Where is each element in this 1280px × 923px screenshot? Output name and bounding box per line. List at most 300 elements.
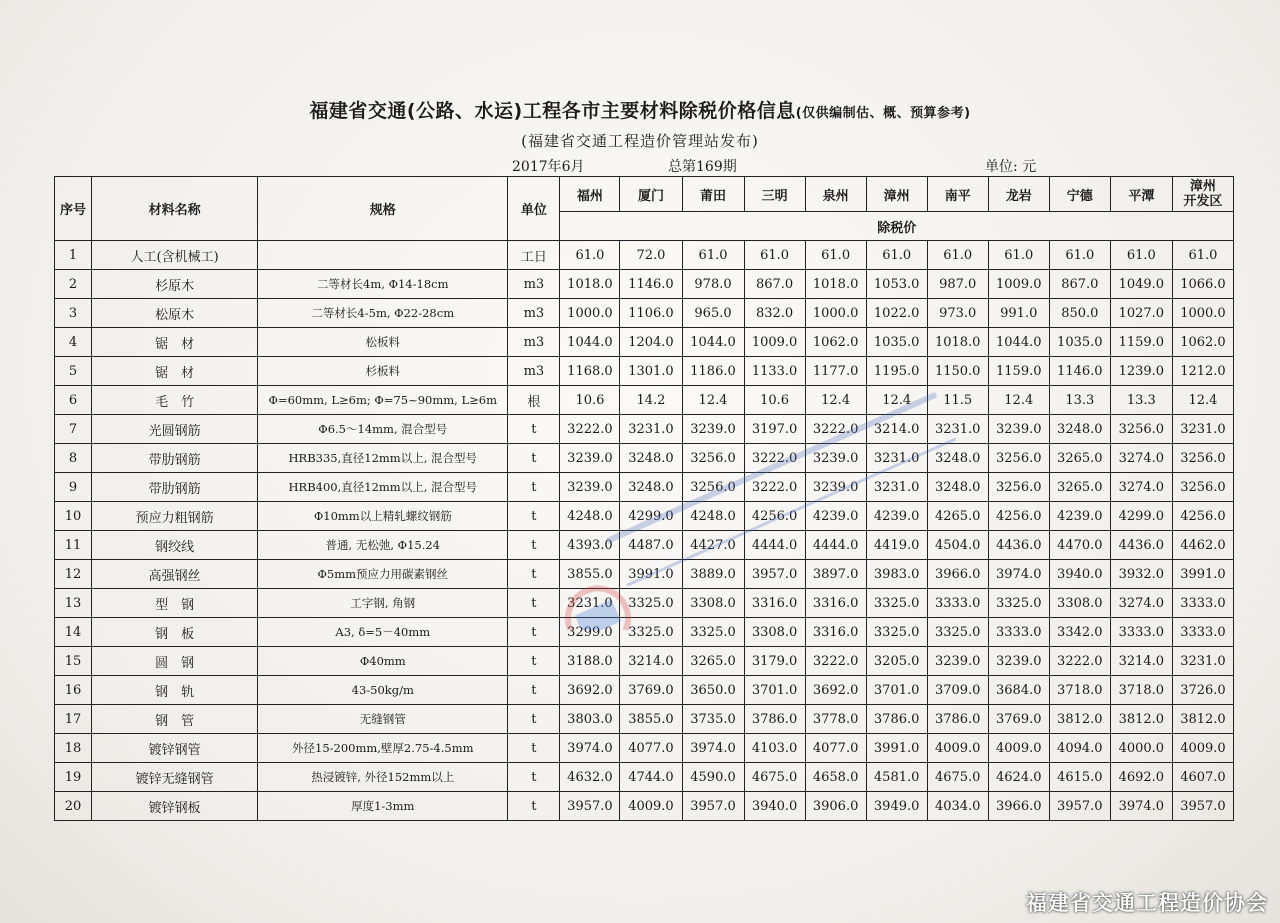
row-price: 3897.0 [805, 560, 866, 589]
row-price: 3325.0 [620, 589, 682, 618]
row-material-name: 带肋钢筋 [92, 444, 258, 473]
row-price: 4581.0 [866, 763, 927, 792]
row-price: 3316.0 [805, 589, 866, 618]
row-price: 1146.0 [620, 270, 682, 299]
row-price: 4103.0 [744, 734, 805, 763]
row-spec: 杉板料 [258, 357, 508, 386]
row-price: 3906.0 [805, 792, 866, 821]
row-price: 3325.0 [682, 618, 744, 647]
row-price: 3769.0 [988, 705, 1049, 734]
row-unit: t [508, 473, 560, 502]
table-row [55, 299, 1234, 328]
row-seq: 18 [55, 734, 92, 763]
row-price: 1066.0 [1172, 270, 1233, 299]
row-price: 1146.0 [1049, 357, 1110, 386]
row-price: 3248.0 [927, 444, 988, 473]
row-price: 3718.0 [1049, 676, 1110, 705]
row-price: 1062.0 [805, 328, 866, 357]
row-price: 1018.0 [805, 270, 866, 299]
row-spec: 松板料 [258, 328, 508, 357]
header-city: 南平 [927, 177, 988, 212]
row-price: 1000.0 [805, 299, 866, 328]
row-price: 4299.0 [1110, 502, 1172, 531]
publisher-watermark: 福建省交通工程造价协会 [1026, 891, 1268, 915]
table-row [55, 705, 1234, 734]
row-price: 4299.0 [620, 502, 682, 531]
row-material-name: 镀锌钢板 [92, 792, 258, 821]
row-spec: Φ5mm预应力用碳素钢丝 [258, 560, 508, 589]
row-price: 61.0 [866, 241, 927, 270]
row-price: 1000.0 [560, 299, 620, 328]
row-price: 1195.0 [866, 357, 927, 386]
row-price: 4077.0 [805, 734, 866, 763]
row-unit: 根 [508, 386, 560, 415]
row-price: 4256.0 [988, 502, 1049, 531]
row-price: 4009.0 [927, 734, 988, 763]
row-spec: 厚度1-3mm [258, 792, 508, 821]
row-price: 12.4 [805, 386, 866, 415]
row-spec: 普通, 无松弛, Φ15.24 [258, 531, 508, 560]
row-price: 4009.0 [988, 734, 1049, 763]
row-price: 4034.0 [927, 792, 988, 821]
table-row [55, 792, 1234, 821]
row-price: 3786.0 [866, 705, 927, 734]
row-material-name: 光圆钢筋 [92, 415, 258, 444]
row-price: 4265.0 [927, 502, 988, 531]
row-price: 3325.0 [620, 618, 682, 647]
row-price: 3231.0 [620, 415, 682, 444]
table-row [55, 328, 1234, 357]
row-seq: 3 [55, 299, 92, 328]
row-price: 4632.0 [560, 763, 620, 792]
row-price: 4590.0 [682, 763, 744, 792]
row-price: 1044.0 [560, 328, 620, 357]
row-price: 3957.0 [744, 560, 805, 589]
row-price: 3991.0 [1172, 560, 1233, 589]
row-price: 4444.0 [744, 531, 805, 560]
row-price: 3684.0 [988, 676, 1049, 705]
row-unit: 工日 [508, 241, 560, 270]
row-unit: m3 [508, 299, 560, 328]
row-price: 3701.0 [866, 676, 927, 705]
row-material-name: 镀锌无缝钢管 [92, 763, 258, 792]
row-price: 3231.0 [1172, 647, 1233, 676]
table-row [55, 531, 1234, 560]
row-price: 3974.0 [988, 560, 1049, 589]
row-price: 4675.0 [927, 763, 988, 792]
header-unit: 单位 [508, 177, 560, 241]
row-unit: t [508, 502, 560, 531]
row-price: 10.6 [744, 386, 805, 415]
row-price: 1044.0 [682, 328, 744, 357]
row-price: 3274.0 [1110, 589, 1172, 618]
row-price: 10.6 [560, 386, 620, 415]
row-price: 61.0 [682, 241, 744, 270]
row-material-name: 锯 材 [92, 357, 258, 386]
row-price: 3214.0 [620, 647, 682, 676]
row-price: 3692.0 [805, 676, 866, 705]
row-spec: HRB400,直径12mm以上, 混合型号 [258, 473, 508, 502]
row-price: 3940.0 [1049, 560, 1110, 589]
row-price: 3274.0 [1110, 444, 1172, 473]
row-price: 3256.0 [682, 444, 744, 473]
row-price: 1000.0 [1172, 299, 1233, 328]
row-price: 3966.0 [988, 792, 1049, 821]
row-price: 3812.0 [1172, 705, 1233, 734]
row-seq: 14 [55, 618, 92, 647]
row-price: 4248.0 [682, 502, 744, 531]
row-price: 3239.0 [560, 444, 620, 473]
row-price: 1022.0 [866, 299, 927, 328]
row-price: 4239.0 [866, 502, 927, 531]
row-seq: 8 [55, 444, 92, 473]
row-spec: 工字钢, 角钢 [258, 589, 508, 618]
row-price: 3957.0 [1049, 792, 1110, 821]
issue-date: 2017年6月 [512, 159, 585, 175]
row-unit: t [508, 444, 560, 473]
row-price: 12.4 [1172, 386, 1233, 415]
row-material-name: 毛 竹 [92, 386, 258, 415]
row-price: 1027.0 [1110, 299, 1172, 328]
row-spec: 二等材长4-5m, Φ22-28cm [258, 299, 508, 328]
table-row [55, 270, 1234, 299]
row-price: 3222.0 [744, 473, 805, 502]
row-price: 3949.0 [866, 792, 927, 821]
row-price: 3786.0 [744, 705, 805, 734]
row-price: 3726.0 [1172, 676, 1233, 705]
row-price: 3735.0 [682, 705, 744, 734]
row-price: 3812.0 [1110, 705, 1172, 734]
row-price: 61.0 [805, 241, 866, 270]
row-price: 4239.0 [1049, 502, 1110, 531]
header-city: 莆田 [682, 177, 744, 212]
row-price: 4444.0 [805, 531, 866, 560]
row-price: 3308.0 [682, 589, 744, 618]
row-price: 3188.0 [560, 647, 620, 676]
row-price: 1018.0 [927, 328, 988, 357]
row-price: 4487.0 [620, 531, 682, 560]
row-price: 3256.0 [682, 473, 744, 502]
row-price: 3325.0 [927, 618, 988, 647]
row-price: 4419.0 [866, 531, 927, 560]
row-price: 3333.0 [1172, 618, 1233, 647]
row-price: 12.4 [682, 386, 744, 415]
row-price: 867.0 [1049, 270, 1110, 299]
row-price: 3325.0 [866, 589, 927, 618]
page-title [0, 96, 1280, 123]
table-row [55, 415, 1234, 444]
row-price: 72.0 [620, 241, 682, 270]
row-price: 867.0 [744, 270, 805, 299]
header-city: 宁德 [1049, 177, 1110, 212]
header-city: 漳州 开发区 [1172, 177, 1233, 212]
row-seq: 7 [55, 415, 92, 444]
row-price: 4009.0 [1172, 734, 1233, 763]
row-price: 4470.0 [1049, 531, 1110, 560]
row-price: 3256.0 [1110, 415, 1172, 444]
row-price: 3274.0 [1110, 473, 1172, 502]
row-price: 3239.0 [988, 415, 1049, 444]
row-unit: m3 [508, 270, 560, 299]
row-material-name: 杉原木 [92, 270, 258, 299]
row-price: 4256.0 [1172, 502, 1233, 531]
header-city: 平潭 [1110, 177, 1172, 212]
row-price: 61.0 [560, 241, 620, 270]
row-seq: 20 [55, 792, 92, 821]
row-seq: 6 [55, 386, 92, 415]
header-name: 材料名称 [92, 177, 258, 241]
row-material-name: 高强钢丝 [92, 560, 258, 589]
row-seq: 5 [55, 357, 92, 386]
row-price: 3974.0 [560, 734, 620, 763]
row-price: 4077.0 [620, 734, 682, 763]
row-seq: 19 [55, 763, 92, 792]
row-price: 3299.0 [560, 618, 620, 647]
row-price: 3222.0 [1049, 647, 1110, 676]
page-subtitle: (福建省交通工程造价管理站发布) [521, 132, 759, 150]
table-row [55, 734, 1234, 763]
table-row [55, 241, 1234, 270]
table-row [55, 386, 1234, 415]
row-unit: t [508, 705, 560, 734]
row-price: 1018.0 [560, 270, 620, 299]
table-row [55, 618, 1234, 647]
row-material-name: 钢 轨 [92, 676, 258, 705]
row-price: 3265.0 [1049, 444, 1110, 473]
row-price: 4393.0 [560, 531, 620, 560]
row-spec: A3, δ=5－40mm [258, 618, 508, 647]
row-price: 3256.0 [988, 444, 1049, 473]
row-price: 1009.0 [988, 270, 1049, 299]
row-price: 3239.0 [682, 415, 744, 444]
row-material-name: 预应力粗钢筋 [92, 502, 258, 531]
row-price: 3957.0 [682, 792, 744, 821]
row-material-name: 人工(含机械工) [92, 241, 258, 270]
row-price: 3248.0 [1049, 415, 1110, 444]
row-price: 3974.0 [1110, 792, 1172, 821]
header-city: 厦门 [620, 177, 682, 212]
row-price: 1186.0 [682, 357, 744, 386]
row-price: 3239.0 [560, 473, 620, 502]
row-price: 1062.0 [1172, 328, 1233, 357]
row-seq: 10 [55, 502, 92, 531]
row-price: 61.0 [1110, 241, 1172, 270]
table-row [55, 560, 1234, 589]
row-material-name: 镀锌钢管 [92, 734, 258, 763]
row-price: 4615.0 [1049, 763, 1110, 792]
header-city: 三明 [744, 177, 805, 212]
row-price: 978.0 [682, 270, 744, 299]
row-price: 1150.0 [927, 357, 988, 386]
row-price: 1239.0 [1110, 357, 1172, 386]
row-price: 4094.0 [1049, 734, 1110, 763]
row-price: 3239.0 [988, 647, 1049, 676]
row-price: 4427.0 [682, 531, 744, 560]
row-price: 3991.0 [866, 734, 927, 763]
row-material-name: 型 钢 [92, 589, 258, 618]
row-price: 3709.0 [927, 676, 988, 705]
row-unit: m3 [508, 328, 560, 357]
row-spec: 43-50kg/m [258, 676, 508, 705]
row-price: 3222.0 [805, 415, 866, 444]
row-seq: 15 [55, 647, 92, 676]
row-price: 3333.0 [1172, 589, 1233, 618]
table-row [55, 763, 1234, 792]
row-price: 61.0 [1049, 241, 1110, 270]
row-price: 3265.0 [1049, 473, 1110, 502]
unit-label: 单位: 元 [985, 159, 1037, 175]
row-price: 3222.0 [744, 444, 805, 473]
row-seq: 4 [55, 328, 92, 357]
row-price: 1168.0 [560, 357, 620, 386]
row-price: 61.0 [988, 241, 1049, 270]
row-price: 3214.0 [1110, 647, 1172, 676]
row-price: 3650.0 [682, 676, 744, 705]
table-row [55, 444, 1234, 473]
row-price: 4692.0 [1110, 763, 1172, 792]
table-row [55, 676, 1234, 705]
row-price: 3239.0 [805, 444, 866, 473]
row-price: 3231.0 [1172, 415, 1233, 444]
row-unit: m3 [508, 357, 560, 386]
row-material-name: 松原木 [92, 299, 258, 328]
table-row [55, 502, 1234, 531]
row-price: 3316.0 [805, 618, 866, 647]
row-price: 1106.0 [620, 299, 682, 328]
table-body [55, 241, 1234, 821]
row-unit: t [508, 647, 560, 676]
row-seq: 17 [55, 705, 92, 734]
row-price: 3991.0 [620, 560, 682, 589]
price-table [54, 176, 1234, 821]
row-unit: t [508, 618, 560, 647]
row-price: 12.4 [866, 386, 927, 415]
row-price: 4256.0 [744, 502, 805, 531]
row-price: 3333.0 [988, 618, 1049, 647]
row-price: 4239.0 [805, 502, 866, 531]
row-spec [258, 241, 508, 270]
row-price: 4607.0 [1172, 763, 1233, 792]
row-price: 3342.0 [1049, 618, 1110, 647]
row-price: 3855.0 [560, 560, 620, 589]
row-seq: 11 [55, 531, 92, 560]
row-spec: HRB335,直径12mm以上, 混合型号 [258, 444, 508, 473]
row-price: 3308.0 [1049, 589, 1110, 618]
row-unit: t [508, 531, 560, 560]
header-city: 福州 [560, 177, 620, 212]
row-price: 1204.0 [620, 328, 682, 357]
row-price: 3265.0 [682, 647, 744, 676]
row-price: 61.0 [744, 241, 805, 270]
row-unit: t [508, 734, 560, 763]
row-spec: Φ6.5～14mm, 混合型号 [258, 415, 508, 444]
row-price: 3256.0 [1172, 473, 1233, 502]
header-city: 漳州 [866, 177, 927, 212]
row-price: 973.0 [927, 299, 988, 328]
row-price: 3889.0 [682, 560, 744, 589]
row-material-name: 钢 板 [92, 618, 258, 647]
row-price: 850.0 [1049, 299, 1110, 328]
row-material-name: 钢绞线 [92, 531, 258, 560]
row-unit: t [508, 415, 560, 444]
title-note: (仅供编制估、概、预算参考) [795, 106, 971, 121]
row-price: 4675.0 [744, 763, 805, 792]
row-unit: t [508, 560, 560, 589]
row-spec: 二等材长4m, Φ14-18cm [258, 270, 508, 299]
table-row [55, 589, 1234, 618]
row-price: 3248.0 [620, 473, 682, 502]
row-price: 3957.0 [1172, 792, 1233, 821]
row-price: 1159.0 [988, 357, 1049, 386]
header-price-label: 除税价 [560, 212, 1234, 241]
row-price: 3718.0 [1110, 676, 1172, 705]
row-material-name: 带肋钢筋 [92, 473, 258, 502]
row-price: 4436.0 [1110, 531, 1172, 560]
row-price: 3333.0 [927, 589, 988, 618]
row-price: 3231.0 [866, 444, 927, 473]
row-price: 3214.0 [866, 415, 927, 444]
row-price: 4744.0 [620, 763, 682, 792]
row-price: 1035.0 [866, 328, 927, 357]
row-spec: Φ10mm以上精轧螺纹钢筋 [258, 502, 508, 531]
row-price: 1159.0 [1110, 328, 1172, 357]
row-seq: 13 [55, 589, 92, 618]
row-price: 1044.0 [988, 328, 1049, 357]
row-price: 1035.0 [1049, 328, 1110, 357]
row-material-name: 钢 管 [92, 705, 258, 734]
row-price: 3308.0 [744, 618, 805, 647]
row-price: 3983.0 [866, 560, 927, 589]
row-price: 61.0 [927, 241, 988, 270]
row-price: 3701.0 [744, 676, 805, 705]
row-price: 4000.0 [1110, 734, 1172, 763]
row-unit: t [508, 676, 560, 705]
row-seq: 2 [55, 270, 92, 299]
header-spec: 规格 [258, 177, 508, 241]
row-price: 965.0 [682, 299, 744, 328]
row-price: 3248.0 [620, 444, 682, 473]
row-price: 3248.0 [927, 473, 988, 502]
row-price: 1053.0 [866, 270, 927, 299]
row-material-name: 锯 材 [92, 328, 258, 357]
row-price: 3325.0 [866, 618, 927, 647]
row-spec: 无缝钢管 [258, 705, 508, 734]
row-spec: 外径15-200mm,壁厚2.75-4.5mm [258, 734, 508, 763]
row-price: 1301.0 [620, 357, 682, 386]
row-unit: t [508, 792, 560, 821]
row-price: 3179.0 [744, 647, 805, 676]
row-price: 3256.0 [988, 473, 1049, 502]
row-spec: Φ=60mm, L≥6m; Φ=75~90mm, L≥6m [258, 386, 508, 415]
row-price: 11.5 [927, 386, 988, 415]
row-spec: Φ40mm [258, 647, 508, 676]
row-price: 13.3 [1049, 386, 1110, 415]
row-price: 12.4 [988, 386, 1049, 415]
row-price: 3786.0 [927, 705, 988, 734]
table-row [55, 473, 1234, 502]
row-price: 4248.0 [560, 502, 620, 531]
table-row [55, 647, 1234, 676]
row-price: 13.3 [1110, 386, 1172, 415]
row-price: 3231.0 [560, 589, 620, 618]
row-price: 3231.0 [866, 473, 927, 502]
row-price: 4504.0 [927, 531, 988, 560]
row-price: 61.0 [1172, 241, 1233, 270]
header-city: 泉州 [805, 177, 866, 212]
row-price: 3966.0 [927, 560, 988, 589]
row-price: 4658.0 [805, 763, 866, 792]
row-price: 832.0 [744, 299, 805, 328]
